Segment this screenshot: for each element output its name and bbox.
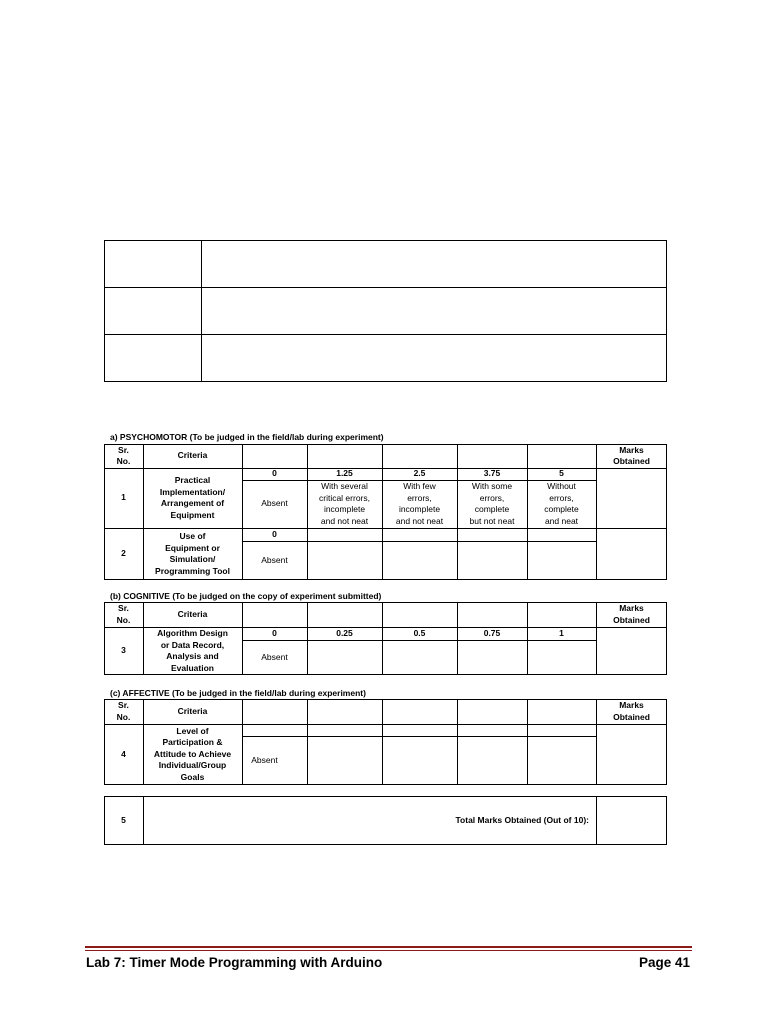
row2-score-0: 0 [272, 528, 277, 539]
row1-score-3: 3.75 [483, 468, 501, 479]
col-line [457, 699, 458, 785]
row3-score-1: 0.25 [336, 627, 353, 638]
row3-desc-0: Absent [261, 651, 288, 662]
row1-desc-1: With several critical errors, incomplete and not neat [318, 481, 370, 526]
row1-score-2: 2.5 [413, 468, 426, 479]
col-line [527, 699, 528, 785]
row3-criteria: Algorithm Design or Data Record, Analysis and Evaluation [157, 628, 228, 673]
total-marks-label: Total Marks Obtained (Out of 10): [455, 814, 589, 825]
footer-title: Lab 7: Timer Mode Programming with Arduino [86, 955, 383, 970]
row1-desc-4: Without errors, complete and neat [544, 481, 579, 526]
row1-desc-3: With some errors, complete but not neat [469, 481, 515, 526]
section-a-title: a) PSYCHOMOTOR (To be judged in the field/lab during experiment) [110, 432, 384, 442]
row1-score-0: 0 [272, 468, 277, 479]
section-b-title: (b) COGNITIVE (To be judged on the copy of experiment submitted) [110, 591, 382, 601]
row3-sr: 3 [121, 645, 126, 656]
header-sr-no: Sr. No. [116, 444, 131, 466]
header-criteria: Criteria [177, 705, 208, 716]
info-table-row-line [104, 287, 667, 288]
col-line [382, 699, 383, 785]
row1-score-1: 1.25 [336, 468, 353, 479]
row2-criteria: Use of Equipment or Simulation/ Programming Tool [155, 531, 230, 576]
row1-desc-2: With few errors, incomplete and not neat [395, 481, 444, 526]
row1-desc-0: Absent [261, 498, 288, 509]
row4-desc-0: Absent [251, 754, 278, 765]
total-marks-value[interactable] [596, 796, 667, 845]
row1-criteria: Practical Implementation/ Arrangement of Equipment [159, 475, 226, 520]
row2-desc-0: Absent [261, 554, 288, 565]
header-marks-obtained: Marks Obtained [613, 603, 650, 625]
row1-sr: 1 [121, 492, 126, 503]
row4-criteria: Level of Participation & Attitude to Achieve Individual/Group Goals [153, 725, 232, 782]
info-table-divider [201, 240, 202, 382]
row4-sr: 4 [121, 748, 126, 759]
total-sr: 5 [121, 814, 126, 825]
row1-score-4: 5 [559, 468, 564, 479]
row3-score-4: 1 [559, 627, 564, 638]
col-line [307, 699, 308, 785]
header-criteria: Criteria [177, 608, 208, 619]
header-marks-obtained: Marks Obtained [613, 444, 650, 466]
row3-score-0: 0 [272, 627, 277, 638]
page-number: Page 41 [639, 955, 691, 970]
header-sr-no: Sr. No. [116, 603, 131, 625]
row3-score-3: 0.75 [483, 627, 501, 638]
row-line [242, 736, 596, 737]
header-criteria: Criteria [177, 450, 208, 461]
header-sr-no: Sr. No. [116, 700, 131, 722]
section-c-title: (c) AFFECTIVE (To be judged in the field/lab during experiment) [110, 688, 366, 698]
header-marks-obtained: Marks Obtained [613, 700, 650, 722]
row2-sr: 2 [121, 548, 126, 559]
info-table-row-line [104, 334, 667, 335]
footer-rule [85, 946, 692, 948]
row3-score-2: 0.5 [413, 627, 426, 638]
info-table [104, 240, 667, 382]
footer-rule [85, 950, 692, 951]
